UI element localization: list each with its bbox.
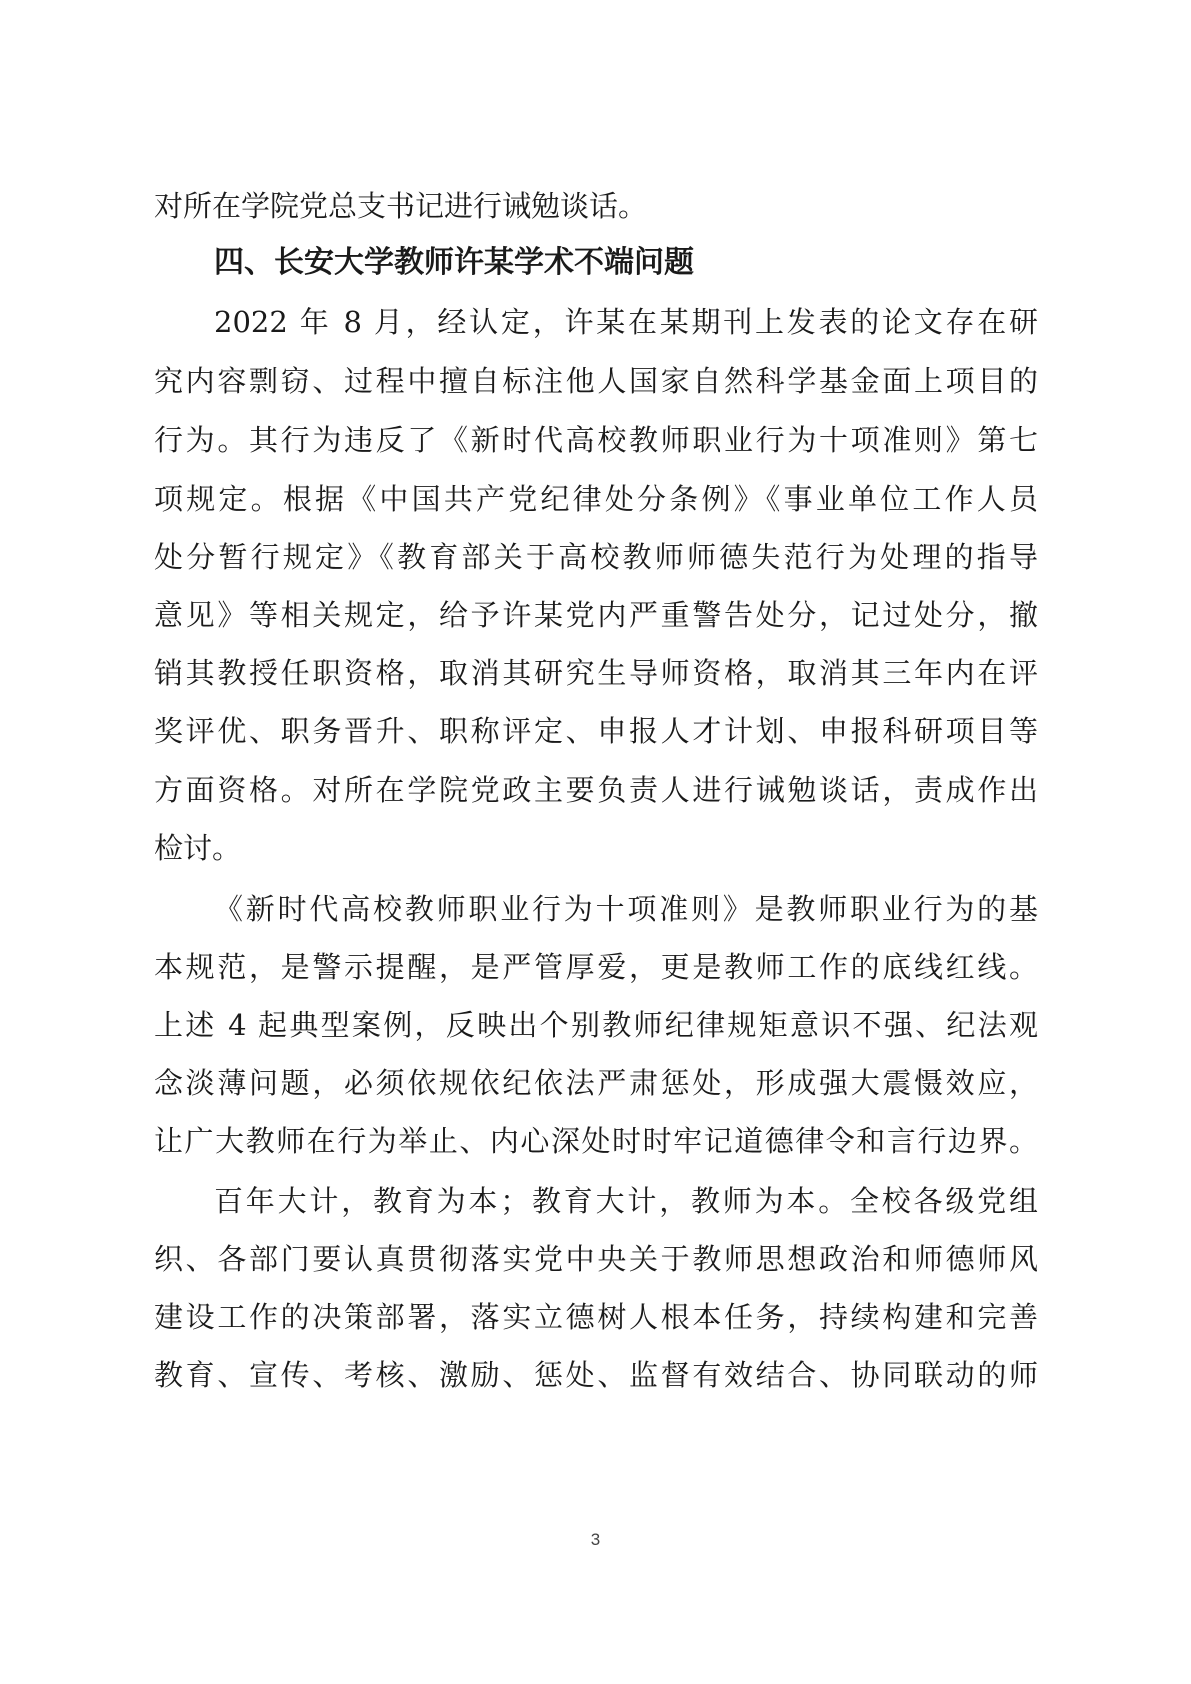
section-heading: 四、长安大学教师许某学术不端问题 — [214, 245, 694, 280]
paragraph-line: 销其教授任职资格，取消其研究生导师资格，取消其三年内在评 — [154, 656, 1038, 690]
paragraph-line: 意见》等相关规定，给予许某党内严重警告处分，记过处分，撤 — [154, 598, 1038, 632]
paragraph-line: 《新时代高校教师职业行为十项准则》是教师职业行为的基 — [214, 892, 1038, 926]
paragraph-line: 2022 年 8 月，经认定，许某在某期刊上发表的论文存在研 — [214, 305, 1038, 339]
paragraph-line: 奖评优、职务晋升、职称评定、申报人才计划、申报科研项目等 — [154, 714, 1038, 748]
paragraph-line: 教育、宣传、考核、激励、惩处、监督有效结合、协同联动的师 — [154, 1358, 1038, 1392]
paragraph-line: 本规范，是警示提醒，是严管厚爱，更是教师工作的底线红线。 — [154, 950, 1038, 984]
paragraph-line: 究内容剽窃、过程中擅自标注他人国家自然科学基金面上项目的 — [154, 364, 1038, 398]
paragraph-line: 项规定。根据《中国共产党纪律处分条例》《事业单位工作人员 — [154, 482, 1038, 516]
paragraph-line: 上述 4 起典型案例，反映出个别教师纪律规矩意识不强、纪法观 — [154, 1008, 1038, 1042]
page-number: 3 — [590, 1530, 601, 1549]
paragraph-line: 建设工作的决策部署，落实立德树人根本任务，持续构建和完善 — [154, 1300, 1038, 1334]
paragraph-line: 让广大教师在行为举止、内心深处时时牢记道德律令和言行边界。 — [154, 1124, 1038, 1158]
paragraph-line: 对所在学院党总支书记进行诫勉谈话。 — [154, 189, 648, 223]
paragraph-line: 方面资格。对所在学院党政主要负责人进行诫勉谈话，责成作出 — [154, 773, 1038, 807]
paragraph-line: 处分暂行规定》《教育部关于高校教师师德失范行为处理的指导 — [154, 540, 1038, 574]
paragraph-line: 百年大计，教育为本；教育大计，教师为本。全校各级党组 — [214, 1184, 1038, 1218]
paragraph-line: 检讨。 — [154, 831, 242, 865]
paragraph-line: 念淡薄问题，必须依规依纪依法严肃惩处，形成强大震慑效应， — [154, 1066, 1038, 1100]
paragraph-line: 织、各部门要认真贯彻落实党中央关于教师思想政治和师德师风 — [154, 1242, 1038, 1276]
paragraph-line: 行为。其行为违反了《新时代高校教师职业行为十项准则》第七 — [154, 423, 1038, 457]
